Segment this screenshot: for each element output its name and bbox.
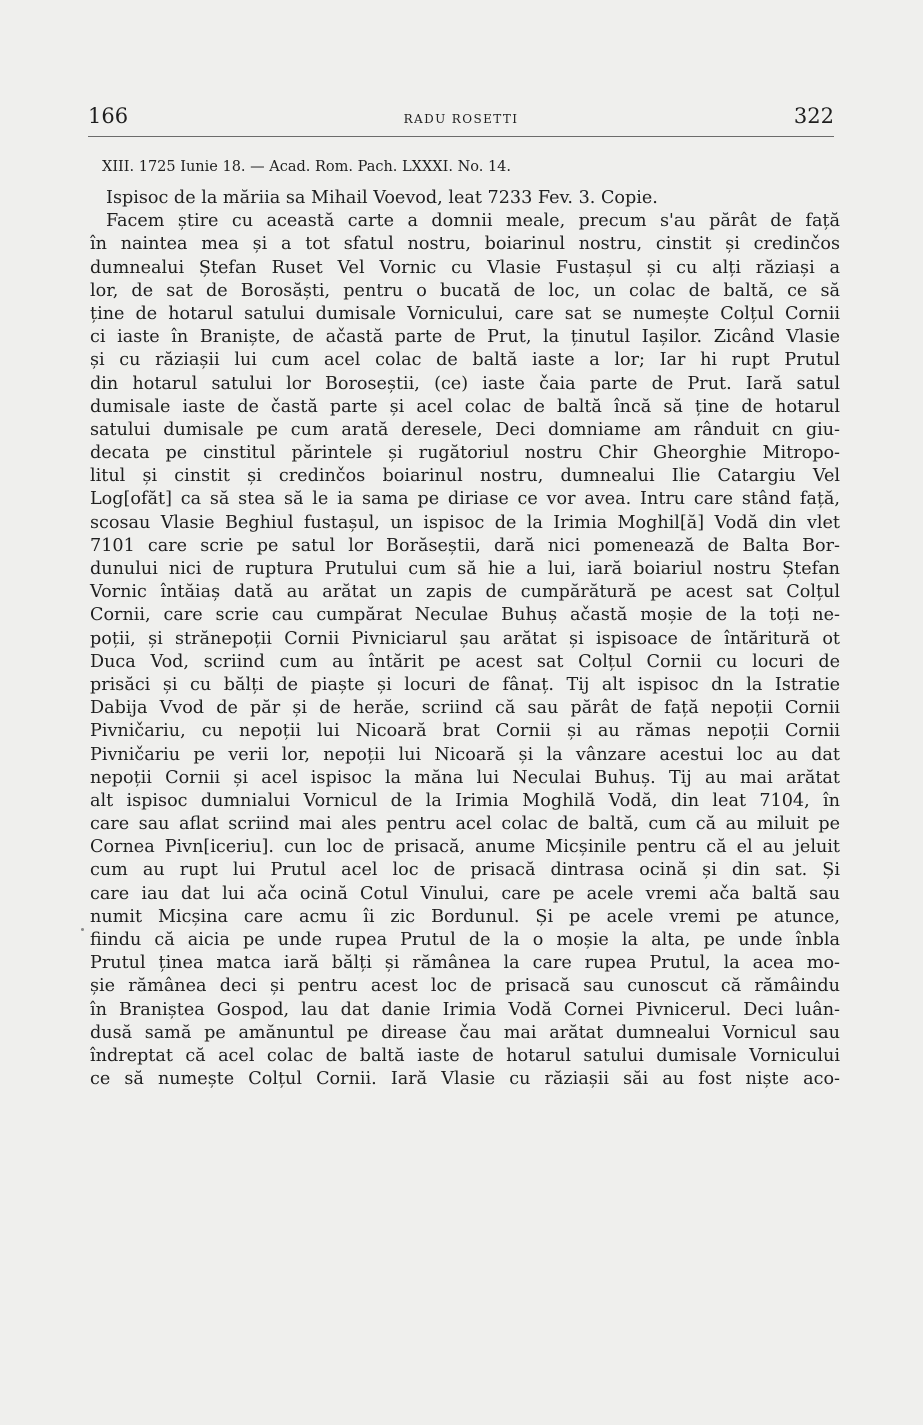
text-line: Facem știre cu această carte a domnii meale, precum s'au părât de față — [106, 211, 840, 232]
text-line: ce să numește Colțul Cornii. Iară Vlasie cu răziașii săi au fost niște aco- — [90, 1069, 840, 1090]
text-line: fiindu că aicia pe unde rupea Prutul de la o moșie la alta, pe unde înbla — [90, 930, 840, 950]
text-line: alt ispisoc dumnialui Vornicul de la Irimia Moghilă Vodă, din leat 7104, în — [90, 790, 840, 811]
citation-line: XIII. 1725 Iunie 18. — Acad. Rom. Pach. LXXXI. No. 14. — [102, 159, 512, 175]
text-line: prisăci și cu bălți de piaște și locuri de fânaț. Tij alt ispisoc dn la Istratie — [90, 674, 840, 695]
text-line: Duca Vod, scriind cum au întărit pe acest sat Colțul Cornii cu locuri de — [90, 651, 840, 672]
text-line: litul și cinstit și credinčos boiarinul nostru, dumnealui Ilie Catargiu Vel — [90, 466, 840, 487]
text-line: în Braniștea Gospod, lau dat danie Irimia Vodă Cornei Pivnicerul. Deci luân- — [90, 999, 840, 1020]
text-line: care sau aflat scriind mai ales pentru acel colac de baltă, cum că au miluit pe — [90, 814, 840, 835]
text-line: șie rămânea deci și pentru acest loc de prisacă sau cunoscut că rămâindu — [90, 976, 840, 997]
page-number: 166 — [88, 104, 129, 128]
text-line: Prutul ținea matca iară bălți și rămânea la care rupea Prutul, la acea mo- — [90, 953, 840, 974]
text-line: Dabija Vvod de păr și de herăe, scriind că sau părât de față nepoții Cornii — [90, 698, 840, 719]
text-line: Vornic întăiaș dată au arătat un zapis de cumpărătură pe acest sat Colțul — [90, 582, 840, 603]
text-line: care iau dat lui ača ocină Cotul Vinului, care pe acele vremi ača baltă sau — [90, 883, 840, 904]
text-line: dunului nici de ruptura Prutului cum să hie a lui, iară boiariul nostru Ștefan — [90, 559, 840, 579]
text-line: dumnealui Ștefan Ruset Vel Vornic cu Vlasie Fustașul și cu alți răziași a — [90, 257, 840, 278]
text-line: cum au rupt lui Prutul acel loc de prisacă dintrasa ocină și din sat. Și — [90, 860, 840, 881]
text-line: lor, de sat de Borosăști, pentru o bucată de loc, un colac de baltă, ce să — [90, 280, 840, 301]
text-line: scosau Vlasie Beghiul fustașul, un ispisoc de la Irimia Moghil[ă] Vodă din vlet — [90, 512, 840, 533]
text-line: ține de hotarul satului dumisale Vornicului, care sat se numește Colțul Cornii — [90, 303, 840, 324]
text-line: Ispisoc de la măriia sa Mihail Voevod, leat 7233 Fev. 3. Copie. — [106, 188, 658, 208]
text-line: numit Micșina care acmu îi zic Bordunul. Și pe acele vremi pe atunce, — [90, 906, 840, 927]
text-line: Pivničariu pe verii lor, nepoții lui Nicoară și la vânzare acestui loc au dat — [90, 744, 840, 765]
text-line: din hotarul satului lor Boroseștii, (ce) iaste čaia parte de Prut. Iară satul — [90, 373, 840, 394]
page-header — [88, 104, 834, 134]
text-line: Cornea Pivn[iceriu]. cun loc de prisacă, anume Micșinile pentru că el au jeluit — [90, 837, 840, 858]
margin-smudge — [81, 928, 84, 931]
text-line: nepoții Cornii și acel ispisoc la măna lui Neculai Buhuș. Tij au mai arătat — [90, 767, 840, 788]
running-title: RADU ROSETTI — [403, 112, 519, 126]
text-line: ci iaste în Braniște, de ačastă parte de Prut, la ținutul Iașilor. Zicând Vlasie — [90, 327, 840, 348]
header-rule — [88, 136, 834, 137]
text-line: Log[ofăt] ca să stea să le ia sama pe diriase ce vor avea. Intru care stând față, — [90, 489, 840, 510]
text-line: Pivničariu, cu nepoții lui Nicoară brat Cornii și au rămas nepoții Cornii — [90, 721, 840, 742]
text-line: în naintea mea și a tot sfatul nostru, boiarinul nostru, cinstit și credinčos — [90, 234, 840, 255]
document-number: 322 — [793, 104, 834, 128]
document-body — [90, 187, 840, 1091]
text-line: satului dumisale pe cum arată deresele, Deci domniame am rânduit cn giu- — [90, 419, 840, 440]
text-line: îndreptat că acel colac de baltă iaste de hotarul satului dumisale Vornicului — [90, 1045, 840, 1066]
text-line: poții, și strănepoții Cornii Pivniciarul șau arătat și ispisoace de întăritură ot — [90, 628, 840, 649]
text-line: dumisale iaste de častă parte și acel colac de baltă încă să ține de hotarul — [90, 396, 840, 417]
text-line: Cornii, care scrie cau cumpărat Neculae Buhuș ačastă moșie de la toți ne- — [90, 605, 840, 626]
text-line: și cu răziașii lui cum acel colac de baltă iaste a lor; Iar hi rupt Prutul — [90, 350, 840, 371]
text-line: decata pe cinstitul părintele și rugătoriul nostru Chir Gheorghie Mitropo- — [90, 443, 840, 464]
text-line: dusă samă pe amănuntul pe direase čau mai arătat dumnealui Vornicul sau — [90, 1022, 840, 1043]
text-line: 7101 care scrie pe satul lor Borăseștii, dară nici pomenează de Balta Bor- — [90, 535, 840, 556]
